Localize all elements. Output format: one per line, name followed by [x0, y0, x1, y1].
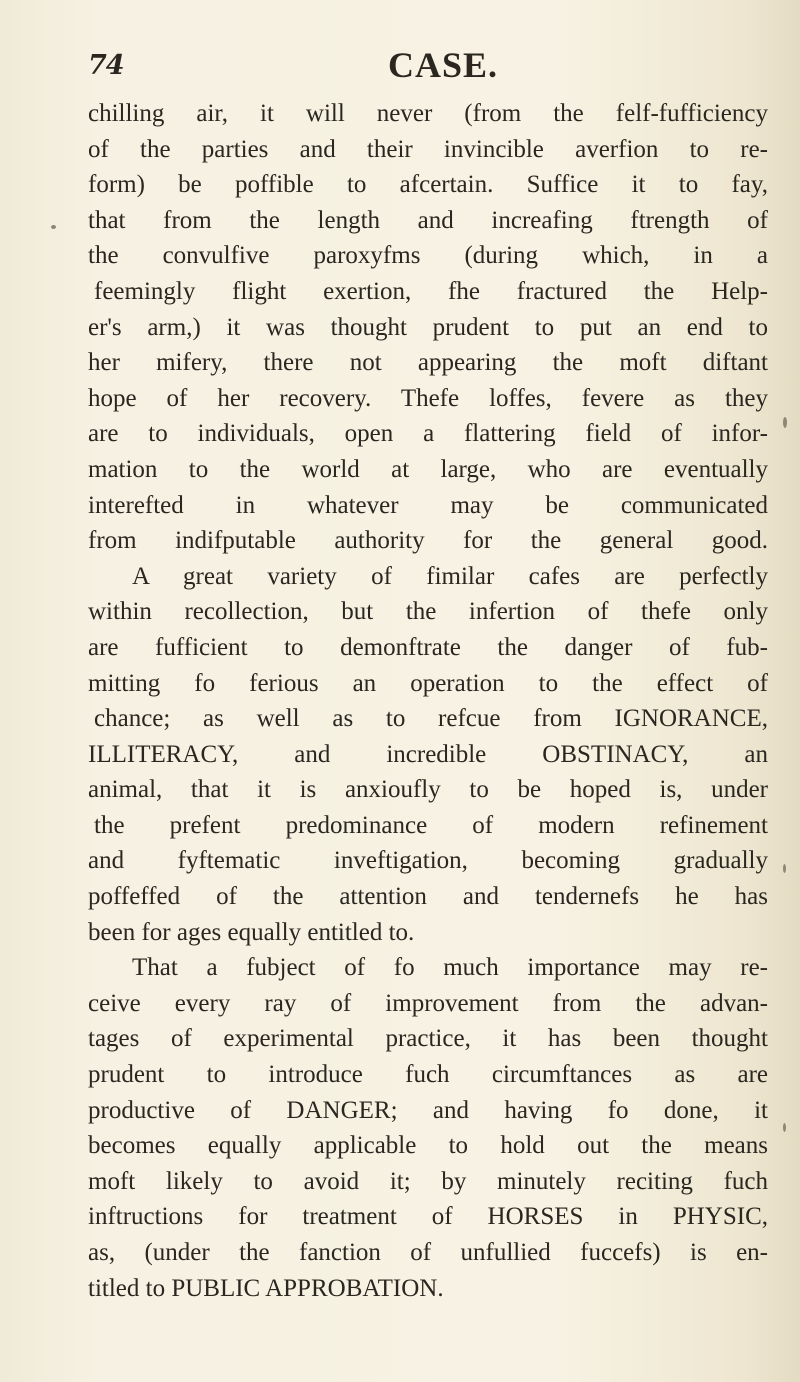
- text-line: and fyftematic inveftigation, becoming gradually: [88, 847, 768, 875]
- text-line: are to individuals, open a flattering field of infor-: [88, 420, 768, 448]
- text-line: poffeffed of the attention and tendernefs he has: [88, 883, 768, 911]
- paper-speck: [51, 225, 56, 229]
- text-line: titled to PUBLIC APPROBATION.: [88, 1274, 444, 1302]
- paper-speck: [783, 417, 787, 428]
- page-number: 74: [88, 50, 124, 81]
- text-line: ILLITERACY, and incredible OBSTINACY, an: [88, 740, 768, 768]
- text-line: moft likely to avoid it; by minutely reciting fuch: [88, 1167, 768, 1195]
- text-line: That a fubject of fo much importance may re-: [132, 954, 768, 982]
- text-line: from indifputable authority for the general good.: [88, 527, 768, 555]
- text-line: mitting fo ferious an operation to the effect of: [88, 669, 768, 697]
- paper-speck: [783, 864, 786, 873]
- text-line: A great variety of fimilar cafes are perfectly: [132, 562, 768, 590]
- text-line: chilling air, it will never (from the felf-fufficiency: [88, 100, 768, 127]
- body-text: [88, 96, 768, 1306]
- text-line: been for ages equally entitled to.: [88, 918, 415, 946]
- text-line: are fufficient to demonftrate the danger of fub-: [88, 633, 768, 661]
- text-line: her mifery, there not appearing the moft diftant: [88, 349, 768, 377]
- text-line: hope of her recovery. Thefe loffes, fevere as they: [88, 384, 768, 412]
- text-line: as, (under the fanction of unfullied fuccefs) is en-: [88, 1239, 768, 1266]
- text-line: that from the length and increafing ftrength of: [88, 206, 768, 234]
- text-line: the convulfive paroxyfms (during which, in a: [88, 242, 768, 270]
- text-line: animal, that it is anxioufly to be hoped is, under: [88, 776, 768, 804]
- text-line: inftructions for treatment of HORSES in PHYSIC,: [88, 1203, 768, 1231]
- running-head: CASE.: [388, 45, 499, 85]
- text-line: within recollection, but the infertion of thefe only: [88, 598, 768, 626]
- text-line: prudent to introduce fuch circumftances as are: [88, 1061, 768, 1089]
- text-line: of the parties and their invincible averfion to re-: [88, 135, 768, 163]
- text-line: er's arm,) it was thought prudent to put an end to: [88, 313, 768, 341]
- text-line: interefted in whatever may be communicated: [88, 491, 768, 519]
- text-line: becomes equally applicable to hold out the means: [88, 1132, 768, 1160]
- text-line: productive of DANGER; and having fo done, it: [88, 1096, 768, 1124]
- text-line: tages of experimental practice, it has been thought: [88, 1025, 768, 1053]
- page-header: [88, 44, 738, 86]
- text-line: ceive every ray of improvement from the advan-: [88, 989, 768, 1017]
- text-line: chance; as well as to refcue from IGNORANCE,: [94, 705, 768, 733]
- paper-speck: [783, 1123, 786, 1132]
- text-line: the prefent predominance of modern refinement: [94, 811, 768, 839]
- text-line: mation to the world at large, who are eventually: [88, 455, 768, 483]
- text-line: feemingly flight exertion, fhe fractured the Help-: [94, 277, 768, 305]
- text-line: form) be poffible to afcertain. Suffice it to fay,: [88, 171, 768, 199]
